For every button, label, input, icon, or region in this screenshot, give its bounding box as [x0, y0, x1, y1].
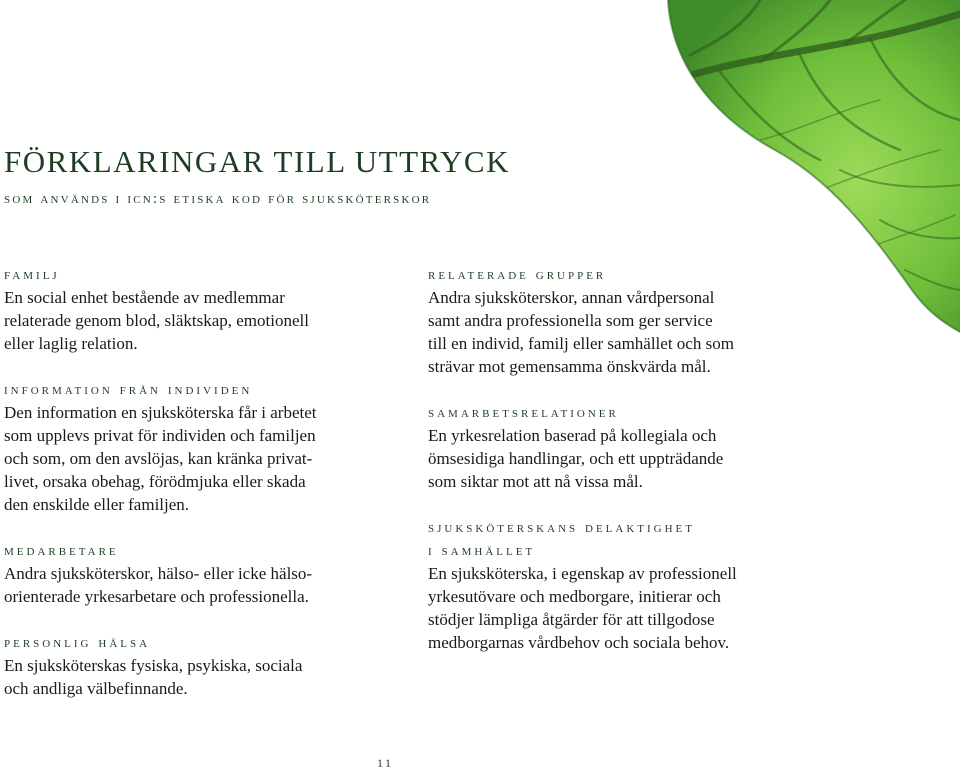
- page-subtitle: som används i icn:s etiska kod för sjuksköterskor: [4, 191, 432, 207]
- definition-entry-medarbetare: [4, 539, 394, 608]
- term-heading: sjuksköterskans delaktighet: [428, 519, 695, 536]
- definition-line: och som, om den avslöjas, kan kränka privat-: [4, 449, 313, 468]
- term-heading: personlig hälsa: [4, 634, 151, 651]
- definition-text: [428, 562, 828, 654]
- definition-text: [4, 401, 394, 516]
- definition-line: En yrkesrelation baserad på kollegiala och: [428, 426, 717, 445]
- term-heading: medarbetare: [4, 542, 119, 559]
- definition-text: [4, 654, 394, 700]
- page-number: 11: [377, 756, 394, 770]
- definition-entry-personlig-halsa: [4, 631, 394, 700]
- definition-line: och andliga välbefinnande.: [4, 679, 188, 698]
- definition-line: samt andra professionella som ger service: [428, 311, 713, 330]
- definition-line: eller laglig relation.: [4, 334, 138, 353]
- definition-line: orienterade yrkesarbetare och professionella.: [4, 587, 309, 606]
- definition-entry-familj: [4, 263, 394, 355]
- definition-line: medborgarnas vårdbehov och sociala behov.: [428, 633, 730, 652]
- definition-line: ömsesidiga handlingar, och ett uppträdande: [428, 449, 724, 468]
- definition-line: Andra sjuksköterskor, hälso- eller icke hälso-: [4, 564, 313, 583]
- definition-entry-samarbetsrelationer: [428, 401, 828, 493]
- definition-line: En social enhet bestående av medlemmar: [4, 288, 285, 307]
- right-column: [428, 263, 828, 654]
- definition-line: En sjuksköterskas fysiska, psykiska, sociala: [4, 656, 303, 675]
- definition-line: stödjer lämpliga åtgärder för att tillgodose: [428, 610, 715, 629]
- definition-text: [428, 286, 828, 378]
- definition-line: yrkesutövare och medborgare, initierar och: [428, 587, 721, 606]
- term-heading-continued: i samhället: [428, 542, 536, 559]
- definition-line: som siktar mot att nå vissa mål.: [428, 472, 643, 491]
- definition-entry-information: [4, 378, 394, 516]
- definition-text: [4, 562, 394, 608]
- definition-line: den enskilde eller familjen.: [4, 495, 190, 514]
- definition-text: [428, 424, 828, 493]
- definition-line: som upplevs privat för individen och familjen: [4, 426, 316, 445]
- left-column: [4, 263, 394, 700]
- definition-line: relaterade genom blod, släktskap, emotionell: [4, 311, 309, 330]
- term-heading: relaterade grupper: [428, 266, 607, 283]
- definition-entry-delaktighet: [428, 516, 828, 654]
- definition-line: Andra sjuksköterskor, annan vårdpersonal: [428, 288, 715, 307]
- definition-line: strävar mot gemensamma önskvärda mål.: [428, 357, 711, 376]
- term-heading: familj: [4, 266, 60, 283]
- term-heading: information från individen: [4, 381, 253, 398]
- definition-line: livet, orsaka obehag, förödmjuka eller skada: [4, 472, 306, 491]
- definition-text: [4, 286, 394, 355]
- definition-line: till en individ, familj eller samhället och som: [428, 334, 734, 353]
- definition-entry-relaterade-grupper: [428, 263, 828, 378]
- definition-line: En sjuksköterska, i egenskap av professionell: [428, 564, 737, 583]
- term-heading: samarbetsrelationer: [428, 404, 619, 421]
- page-title: FÖRKLARINGAR TILL UTTRYCK: [4, 144, 510, 179]
- definition-line: Den information en sjuksköterska får i arbetet: [4, 403, 317, 422]
